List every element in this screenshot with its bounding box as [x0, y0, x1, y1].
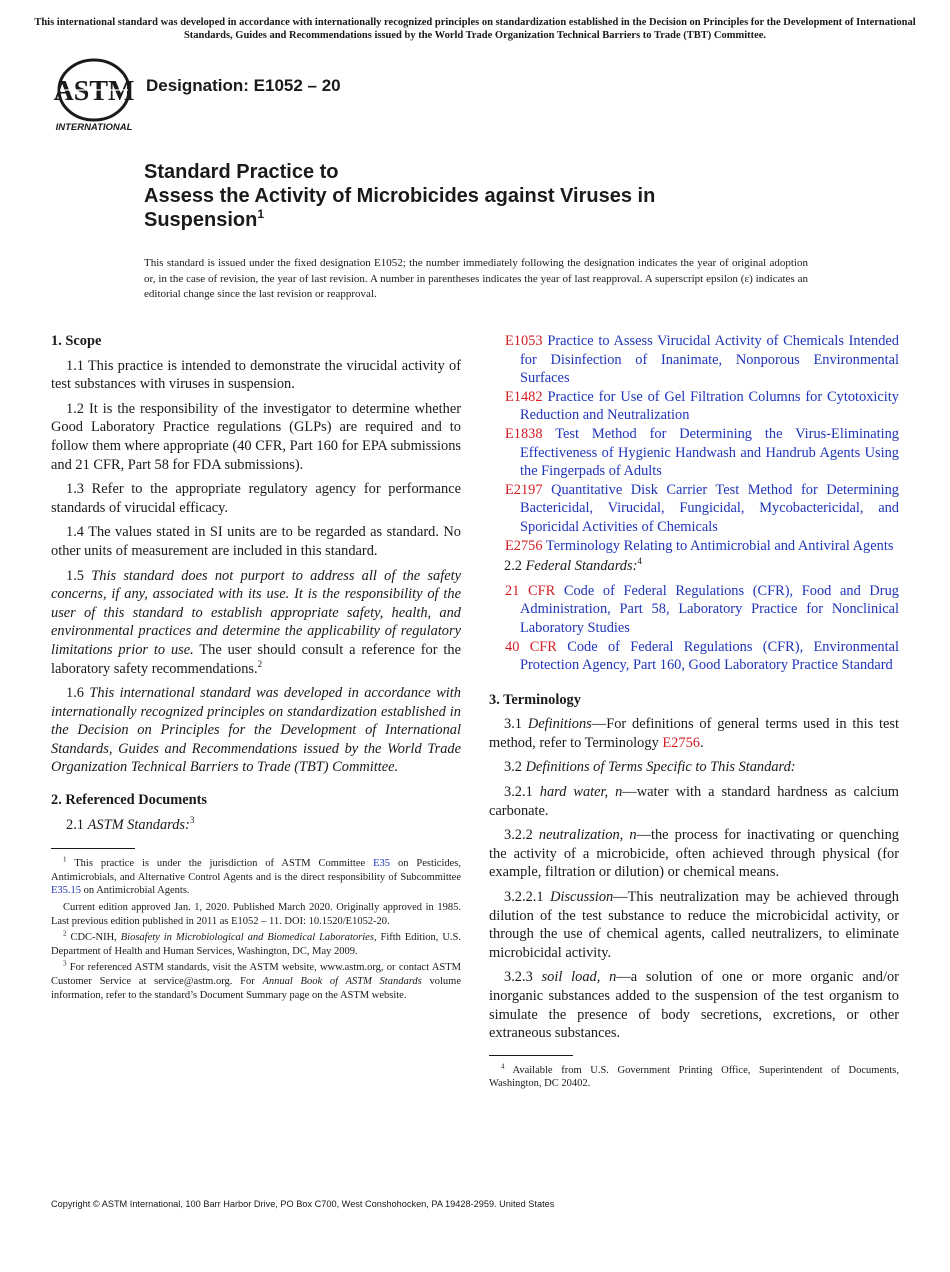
trade-notice: This international standard was developed in accordance with internationally recognized principles on standardization established in the Decision on Principles for the Development of International Standards, Guides and Recommendations issued by the World Trade Organization Technical Barriers to Trade (TBT) Committee. — [34, 17, 916, 41]
link-e35-15[interactable]: E35.15 — [51, 885, 82, 897]
reference-item[interactable]: E1053 Practice to Assess Virucidal Activity of Chemicals Intended for Disinfection of Inanimate, Nonporous Environmental Surfaces — [505, 333, 899, 387]
para-3-2-1: 3.2.1 hard water, n—water with a standard hardness as calcium carbonate. — [489, 784, 899, 819]
para-2-2: 2.2 Federal Standards:$^4$ — [504, 556, 642, 575]
title-line-3: Suspension — [144, 209, 258, 231]
reference-item[interactable]: E1838 Test Method for Determining the Virus-Eliminating Effectiveness of Hygienic Handwash and Handrub Agents Using the Fingerpads of Adults — [505, 425, 899, 480]
footnote-1-edition: Current edition approved Jan. 1, 2020. Published March 2020. Originally approved in 1985. Last previous edition published in 2011 as E1052 – 11. DOI: 10.1520/E1052-20. — [51, 902, 461, 927]
scope-heading: 1. Scope — [51, 333, 102, 349]
logo-subtext: INTERNATIONAL — [55, 122, 133, 133]
document-title — [144, 160, 864, 232]
left-column — [51, 332, 461, 1005]
para-3-2-2: 3.2.2 neutralization, n—the process for inactivating or quenching the activity of a microbicide, often achieved through physical (for example, filtration or dilution) or chemical means. — [489, 827, 899, 881]
reference-item[interactable]: E2197 Quantitative Disk Carrier Test Method for Determining Bactericidal, Virucidal, Fungicidal, Mycobactericidal, and Sporicidal Activities of Chemicals — [505, 481, 899, 535]
para-1-6: 1.6 This international standard was developed in accordance with internationally recognized principles on standardization established in the Decision on Principles for the Development of International Standards, Guides and Recommendations issued by the World Trade Organization Technical Barriers to Trade (TBT) Committee. — [51, 685, 461, 776]
footnote-1: $^1$ This practice is under the jurisdiction of ASTM Committee E35 on Pesticides, Antimicrobials, and Alternative Control Agents and is the direct responsibility of Subcommittee E35.15 on Antimicrobial Agents. — [51, 855, 462, 897]
astm-reference-list — [489, 332, 899, 555]
para-1-1: 1.1 This practice is intended to demonstrate the virucidal activity of test substances with viruses in suspension. — [51, 357, 461, 393]
footnote-divider-right — [489, 1055, 573, 1056]
para-2-1: 2.1 ASTM Standards:$^3$ — [66, 814, 195, 833]
link-e35[interactable]: E35 — [373, 858, 391, 870]
reference-item[interactable]: 40 CFR Code of Federal Regulations (CFR), Environmental Protection Agency, Part 160, Good Laboratory Practice Standard — [505, 638, 899, 674]
referenced-heading: 2. Referenced Documents — [51, 792, 207, 809]
right-column — [489, 332, 899, 1094]
reference-item[interactable]: E2756 Terminology Relating to Antimicrobial and Antiviral Agents — [505, 537, 894, 554]
footnotes-right — [489, 1064, 899, 1091]
para-1-2: 1.2 It is the responsibility of the investigator to determine whether Good Laboratory Practice regulations (GLPs) are required and to follow them where appropriate (40 CFR, Part 160 for EPA submissions and 21 CFR, Part 58 for FDA submissions). — [51, 400, 461, 473]
reference-item[interactable]: 21 CFR Code of Federal Regulations (CFR), Food and Drug Administration, Part 58, Laboratory Practice for Nonclinical Laboratory Studies — [505, 582, 899, 636]
terminology-heading: 3. Terminology — [489, 691, 581, 708]
footnote-4: $^4$ Available from U.S. Government Printing Office, Superintendent of Documents, Washington, DC 20402. — [489, 1062, 899, 1090]
title-line-2: Assess the Activity of Microbicides against Viruses in — [144, 185, 656, 207]
footnote-divider — [51, 848, 135, 849]
title-line-1: Standard Practice to — [144, 161, 339, 183]
para-3-2-2-1: 3.2.2.1 Discussion—This neutralization may be achieved through dilution of the test substance to reduce the microbicidal activity, or through the use of chemical agents, called neutralizers, to eliminate microbicidal activity. — [489, 889, 899, 961]
link-e2756[interactable]: E2756 — [662, 734, 700, 751]
designation: Designation: E1052 – 20 — [146, 76, 341, 95]
para-1-3: 1.3 Refer to the appropriate regulatory agency for performance standards of virucidal efficacy. — [51, 481, 461, 516]
footnote-3: $^3$ For referenced ASTM standards, visit the ASTM website, www.astm.org, or contact ASTM Customer Service at service@astm.org. For Annual Book of ASTM Standards volume information, refer to the standard’s Document Summary page on the ASTM website. — [51, 959, 462, 1001]
para-3-2: 3.2 Definitions of Terms Specific to This Standard: — [504, 759, 796, 776]
issue-note: This standard is issued under the fixed designation E1052; the number immediately following the designation indicates the year of original adoption or, in the case of revision, the year of last revision. A number in parentheses indicates the year of last reapproval. A superscript epsilon (ε) indicates an editorial change since the last revision or reapproval. — [144, 257, 808, 300]
para-1-4: 1.4 The values stated in SI units are to be regarded as standard. No other units of measurement are included in this standard. — [51, 524, 461, 559]
para-3-1: 3.1 Definitions—For definitions of general terms used in this test method, refer to Terminology E2756. — [489, 716, 899, 751]
footnotes-left — [51, 857, 461, 1002]
para-1-5: 1.5 This standard does not purport to address all of the safety concerns, if any, associated with its use. It is the responsibility of the user of this standard to establish appropriate safety, health, and environmental practices and determine the applicability of regulatory limitations prior to use. The user should consult a reference for the laboratory safety recommendations.$^2$ — [51, 567, 461, 677]
reference-item[interactable]: E1482 Practice for Use of Gel Filtration Columns for Cytotoxicity Reduction and Neutralization — [505, 388, 899, 424]
footnote-2: $^2$ CDC-NIH, Biosafety in Microbiological and Biomedical Laboratories, Fifth Edition, U.S. Department of Health and Human Services, Washington, DC, May 2009. — [51, 929, 461, 957]
logo-text: ASTM — [53, 76, 135, 107]
federal-reference-list — [489, 582, 899, 675]
copyright-line: Copyright © ASTM International, 100 Barr Harbor Drive, PO Box C700, West Conshohocken, PA 19428-2959. United States — [51, 1199, 555, 1209]
astm-logo-icon — [52, 56, 136, 134]
title-footnote-mark: 1 — [257, 207, 265, 221]
para-3-2-3: 3.2.3 soil load, n—a solution of one or more organic and/or inorganic substances added to the suspension of the test organism to simulate the presence of body secretions, excretions, or other extraneous substances. — [489, 969, 899, 1042]
